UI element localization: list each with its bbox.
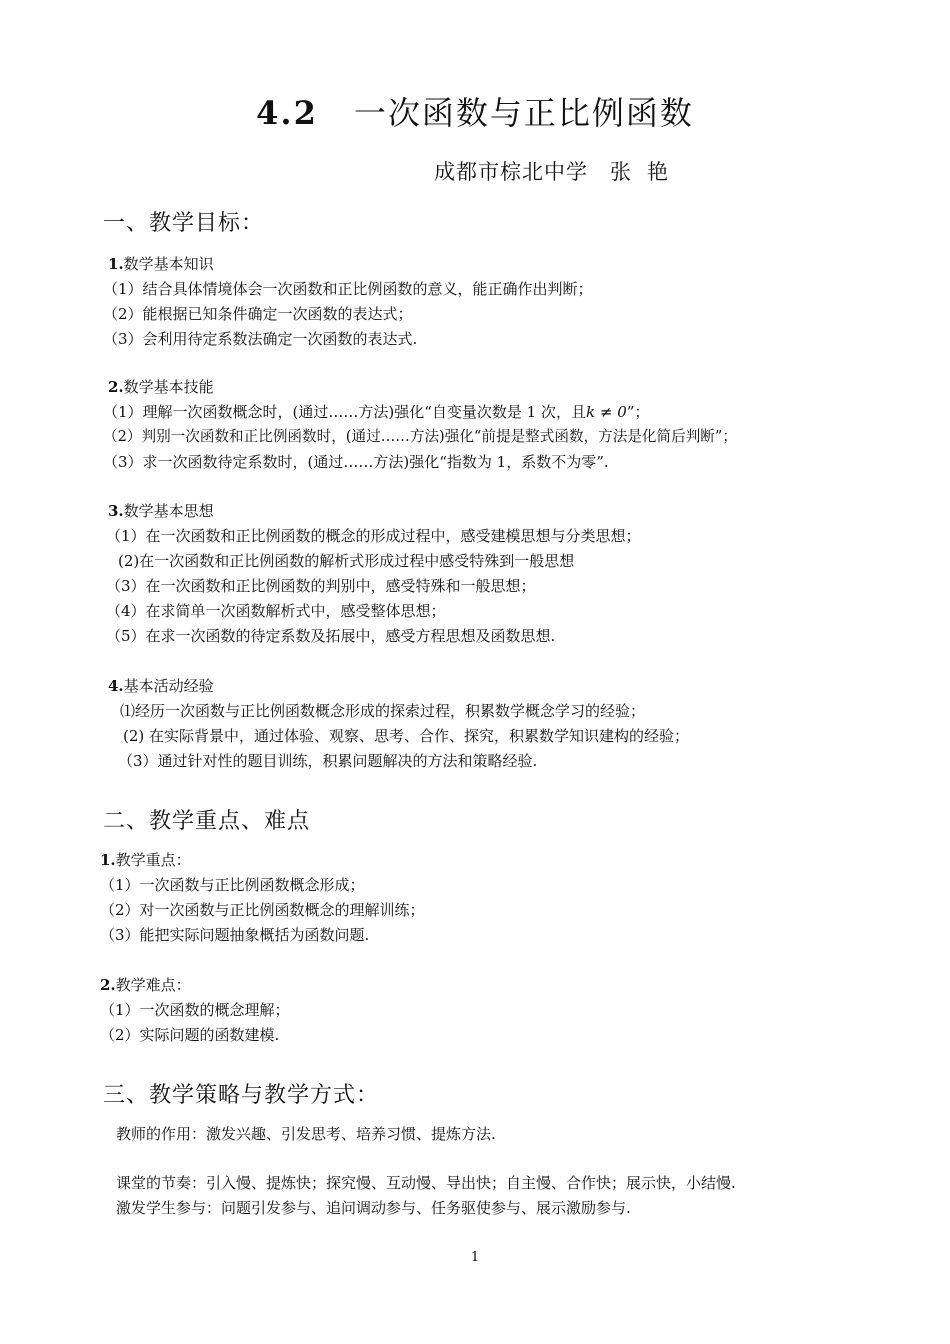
section1-sub1-title <box>108 254 214 274</box>
section1-sub3-item-4: （4）在求简单一次函数解析式中，感受整体思想； <box>106 602 446 620</box>
section1-heading: 一、教学目标： <box>103 211 265 236</box>
section1-sub4-title <box>108 676 214 696</box>
section1-sub1-item-1: （1）结合具体情境体会一次函数和正比例函数的意义，能正确作出判断； <box>103 280 593 298</box>
section1-sub4-num: 4. <box>108 677 124 695</box>
section1-sub2-label: 数学基本技能 <box>123 378 214 396</box>
section3-item-2: 课堂的节奏：引入慢、提炼快；探究慢、互动慢、导出快；自主慢、合作快；展示快，小结慢. <box>116 1174 736 1192</box>
section1-sub4-item-2: (2) 在实际背景中，通过体验、观察、思考、合作、探究，积累数学知识建构的经验； <box>123 727 690 745</box>
author-school: 成都市棕北中学 <box>434 160 588 184</box>
section1-sub3-item-2: (2)在一次函数和正比例函数的解析式形成过程中感受特殊到一般思想 <box>118 552 575 570</box>
section1-sub1-num: 1. <box>108 255 124 273</box>
section1-sub4-item-3: （3）通过针对性的题目训练，积累问题解决的方法和策略经验. <box>118 752 538 770</box>
item1-text-after: ”； <box>626 403 650 421</box>
section2-sub2-num: 2. <box>100 976 116 994</box>
page-number: 1 <box>470 1250 480 1265</box>
section2-sub2-item-1: （1）一次函数的概念理解； <box>100 1001 290 1019</box>
section1-sub3-num: 3. <box>108 502 124 520</box>
section1-sub1-item-3: （3）会利用待定系数法确定一次函数的表达式. <box>103 330 418 348</box>
section2-sub1-title <box>100 850 191 870</box>
item1-text-before: （1）理解一次函数概念时，(通过……方法)强化“自变量次数是 1 次，且 <box>103 403 586 421</box>
section1-sub3-title <box>108 501 214 521</box>
section1-sub2-num: 2. <box>108 378 124 396</box>
section1-sub2-title <box>108 377 214 397</box>
section2-sub1-num: 1. <box>100 851 116 869</box>
title-text: 一次函数与正比例函数 <box>353 94 694 132</box>
author-line <box>434 156 684 186</box>
section2-sub1-item-1: （1）一次函数与正比例函数概念形成； <box>100 876 365 894</box>
section2-sub1-label: 教学重点： <box>115 851 191 869</box>
section1-sub1-label: 数学基本知识 <box>123 255 214 273</box>
section2-heading: 二、教学重点、难点 <box>103 809 311 834</box>
section2-sub1-item-2: （2）对一次函数与正比例函数概念的理解训练； <box>100 901 425 919</box>
section3-item-3: 激发学生参与：问题引发参与、追问调动参与、任务驱使参与、展示激励参与. <box>116 1199 631 1217</box>
section1-sub3-label: 数学基本思想 <box>123 502 214 520</box>
section1-sub3-item-3: （3）在一次函数和正比例函数的判别中，感受特殊和一般思想； <box>106 577 536 595</box>
title-number: 4.2 <box>256 94 318 132</box>
author-name: 张艳 <box>610 160 684 184</box>
section3-heading: 三、教学策略与教学方式： <box>103 1083 380 1108</box>
section2-sub2-item-2: （2）实际问题的函数建模. <box>100 1026 280 1044</box>
section2-sub2-title <box>100 975 191 995</box>
section2-sub1-item-3: （3）能把实际问题抽象概括为函数问题. <box>100 926 370 944</box>
section1-sub2-item-2: （2）判别一次函数和正比例函数时，(通过……方法)强化“前提是整式函数，方法是化简后判断”； <box>103 428 737 445</box>
section1-sub1-item-2: （2）能根据已知条件确定一次函数的表达式； <box>103 305 413 323</box>
section1-sub3-item-1: （1）在一次函数和正比例函数的概念的形成过程中，感受建模思想与分类思想； <box>106 527 641 545</box>
section1-sub2-item-3: （3）求一次函数待定系数时，(通过……方法)强化“指数为 1，系数不为零”. <box>103 453 609 471</box>
k-not-zero-formula: k ≠ 0 <box>586 403 627 421</box>
section1-sub4-label: 基本活动经验 <box>123 677 214 695</box>
section3-item-1: 教师的作用：激发兴趣、引发思考、培养习惯、提炼方法. <box>116 1125 496 1143</box>
section1-sub4-item-1: ⑴经历一次函数与正比例函数概念形成的探索过程，积累数学概念学习的经验； <box>120 702 646 720</box>
section1-sub2-item-1 <box>103 402 649 422</box>
section2-sub2-label: 教学难点： <box>115 976 191 994</box>
section1-sub3-item-5: （5）在求一次函数的待定系数及拓展中，感受方程思想及函数思想. <box>106 627 556 645</box>
document-title <box>0 88 950 134</box>
